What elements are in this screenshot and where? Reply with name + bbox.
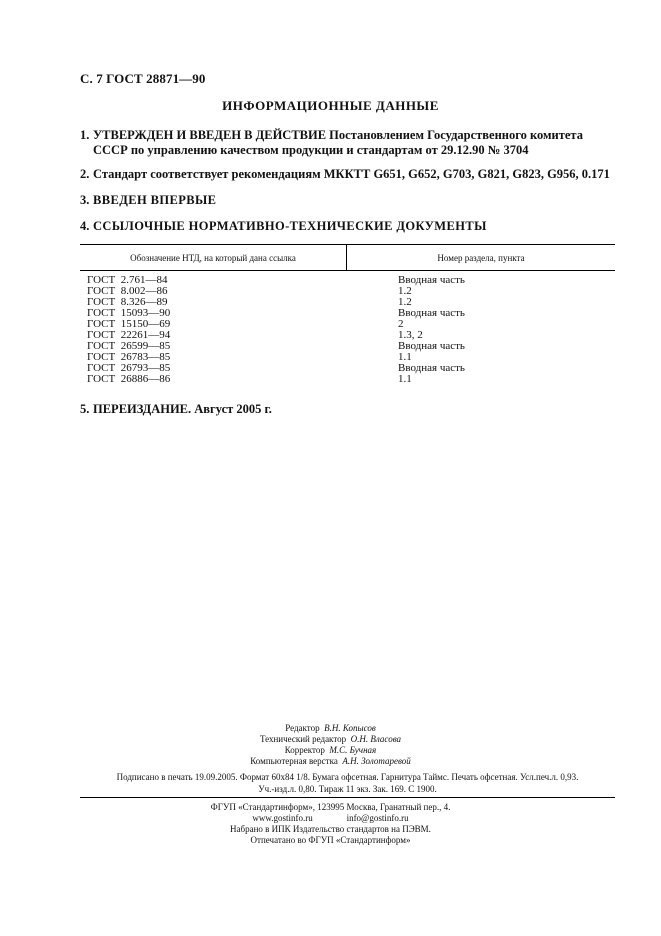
doc-cell: ГОСТ 8.002—86 (87, 285, 168, 297)
publication-line-1: Подписано в печать 19.09.2005. Формат 60х84 1/8. Бумага офсетная. Гарнитура Таймс. Печать офсетная. Усл.печ.л. 0,93. (116, 772, 579, 782)
publication-info (80, 771, 615, 795)
section-cell: Вводная часть (398, 340, 465, 352)
layout-line (0, 756, 661, 767)
table-row (80, 374, 615, 385)
contact-line (0, 813, 661, 824)
table-header-document: Обозначение НТД, на который дана ссылка (130, 253, 296, 263)
imprint-block (0, 723, 661, 767)
section-cell: Вводная часть (398, 362, 465, 374)
section-cell: 1.1 (398, 351, 412, 363)
corrector-name: М.С. Бучная (329, 745, 377, 755)
info-item-3 (80, 193, 620, 208)
item-number: 3. (80, 193, 90, 207)
editor-name: В.Н. Копысов (324, 723, 376, 733)
section-cell: 1.2 (398, 296, 412, 308)
doc-cell: ГОСТ 15150—69 (87, 318, 171, 330)
info-item-5 (80, 402, 620, 417)
item-text: ВВЕДЕН ВПЕРВЫЕ (93, 193, 217, 207)
publication-line-2: Уч.-изд.л. 0,80. Тираж 11 экз. Зак. 169. С 1900. (258, 784, 437, 794)
section-cell: Вводная часть (398, 307, 465, 319)
corrector-line (0, 745, 661, 756)
section-cell: 2 (398, 318, 404, 330)
item-text: ПЕРЕИЗДАНИЕ. Август 2005 г. (93, 402, 272, 416)
email-link[interactable]: info@gostinfo.ru (346, 813, 409, 823)
footer-rule (80, 797, 615, 798)
section-cell: 1.3, 2 (398, 329, 423, 341)
doc-cell: ГОСТ 15093—90 (87, 307, 171, 319)
item-number: 2. (80, 167, 90, 181)
item-text: УТВЕРЖДЕН И ВВЕДЕН В ДЕЙСТВИЕ Постановлением Государственного комитета СССР по управлению качеством продукции и стандартам от 29.12.90 № 3704 (93, 128, 583, 157)
info-item-2 (80, 167, 620, 182)
doc-cell: ГОСТ 2.761—84 (87, 274, 168, 286)
table-top-rule (80, 244, 615, 245)
section-title: ИНФОРМАЦИОННЫЕ ДАННЫЕ (222, 98, 439, 113)
layout-label: Компьютерная верстка (250, 756, 338, 766)
doc-cell: ГОСТ 26886—86 (87, 373, 171, 385)
tech-editor-name: О.Н. Власова (350, 734, 402, 744)
section-cell: 1.2 (398, 285, 412, 297)
typeset-note: Набрано в ИПК Издательство стандартов на ПЭВМ. (230, 824, 431, 834)
info-item-4 (80, 219, 620, 234)
editor-line (0, 723, 661, 734)
doc-cell: ГОСТ 26599—85 (87, 340, 171, 352)
item-number: 5. (80, 402, 90, 416)
doc-cell: ГОСТ 8.326—89 (87, 296, 168, 308)
item-number: 1. (80, 128, 90, 142)
doc-cell: ГОСТ 26783—85 (87, 351, 171, 363)
info-item-1 (80, 128, 620, 158)
layout-name: А.Н. Золотаревой (342, 756, 411, 766)
editor-label: Редактор (285, 723, 320, 733)
doc-cell: ГОСТ 22261—94 (87, 329, 171, 341)
item-number: 4. (80, 219, 90, 233)
printed-note: Отпечатано во ФГУП «Стандартинформ» (250, 835, 411, 845)
page-header: С. 7 ГОСТ 28871—90 (80, 71, 206, 86)
section-cell: Вводная часть (398, 274, 465, 286)
item-text: ССЫЛОЧНЫЕ НОРМАТИВНО-ТЕХНИЧЕСКИЕ ДОКУМЕНТЫ (93, 219, 487, 233)
corrector-label: Корректор (284, 745, 325, 755)
doc-cell: ГОСТ 26793—85 (87, 362, 171, 374)
tech-editor-line (0, 734, 661, 745)
publisher-address: ФГУП «Стандартинформ», 123995 Москва, Гранатный пер., 4. (210, 802, 451, 812)
item-text: Стандарт соответствует рекомендациям МККТТ G651, G652, G703, G821, G823, G956, 0.171 (93, 167, 610, 181)
table-header-rule (80, 270, 615, 271)
website-link[interactable]: www.gostinfo.ru (252, 813, 313, 823)
table-header-section: Номер раздела, пункта (437, 253, 525, 263)
table-body (80, 275, 615, 385)
tech-editor-label: Технический редактор (259, 734, 347, 744)
publisher-footer (0, 802, 661, 846)
section-cell: 1.1 (398, 373, 412, 385)
